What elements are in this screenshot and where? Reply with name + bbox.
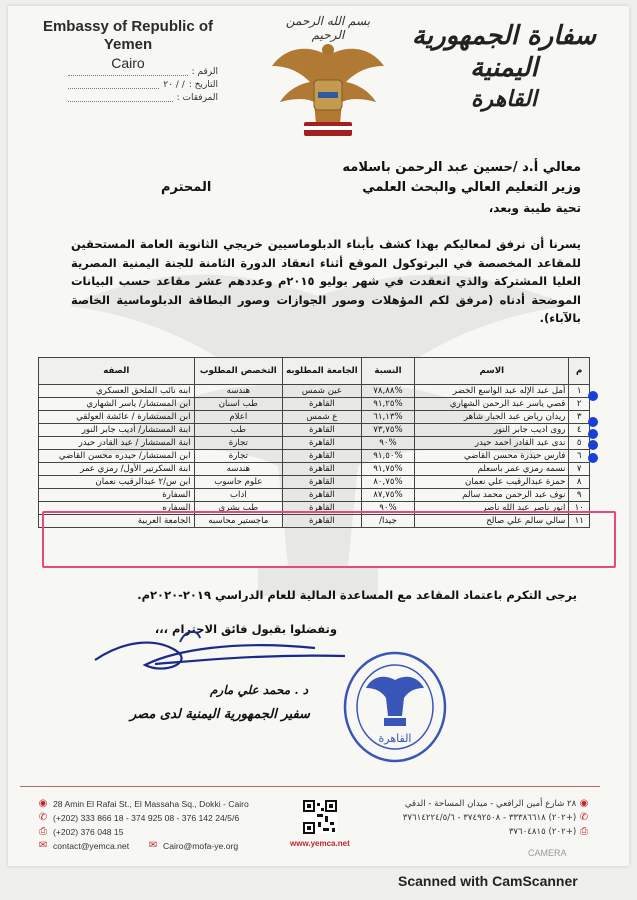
cell-name: فارس حيدرة محسن القاضي xyxy=(415,450,569,463)
cell-percentage: %٦١,١٣ xyxy=(361,411,414,424)
cell-no: ٤ xyxy=(569,424,590,437)
cell-specialization: تجارة xyxy=(194,450,283,463)
cell-specialization: علوم حاسوب xyxy=(194,476,283,489)
annotation-dot xyxy=(588,453,598,463)
cell-specialization: اعلام xyxy=(194,411,283,424)
fax-icon: ⎙ xyxy=(39,826,47,837)
cell-percentage: %٩١,٥٠ xyxy=(361,450,414,463)
minister-line xyxy=(161,180,581,195)
phone-icon: ✆ xyxy=(579,812,589,823)
cell-specialization: تجارة xyxy=(194,437,283,450)
embassy-stamp-icon xyxy=(340,650,450,765)
cell-specialization: طب xyxy=(194,424,283,437)
cell-university: ع شمس xyxy=(283,411,362,424)
cell-description: ابنة المستشار/ أديب جابر النور xyxy=(39,424,195,437)
cell-no: ٥ xyxy=(569,437,590,450)
embassy-city-ar: القاهرة xyxy=(471,86,537,112)
closing-request: يرجى التكرم باعتماد المقاعد مع المساعدة المالية للعام الدراسي ٢٠١٩-٢٠٢٠م. xyxy=(137,588,577,602)
qr-code-icon xyxy=(303,800,337,834)
fax-icon: ⎙ xyxy=(580,826,588,837)
website-link[interactable]: www.yemca.net xyxy=(290,839,350,848)
email-icon: ✉ xyxy=(38,840,48,851)
honorific: المحترم xyxy=(161,180,212,195)
cell-description: ابنة السكرتير الأول/ رمزي عمر xyxy=(39,463,195,476)
date-value: / / ٢٠ xyxy=(163,80,185,90)
phones-en: (+202) 333 866 18 - 374 925 08 - 376 142 24/5/6 xyxy=(53,813,240,823)
attachments-label: المرفقات : xyxy=(176,93,218,103)
table-row xyxy=(39,450,590,463)
cell-specialization: اداب xyxy=(194,489,283,502)
cell-description: ابن المستشارة / عائشة العولقي xyxy=(39,411,195,424)
email-1[interactable]: contact@yemca.net xyxy=(53,841,130,851)
phones-ar: (+٢٠٢) ٣٣٣٨٦٦١٨ - ٣٧٤٩٢٥٠٨ - ٣٧٦١٤٢٢٤/٥/٦ xyxy=(402,813,577,823)
cell-university: عين شمس xyxy=(283,385,362,398)
reference-fields xyxy=(68,66,218,105)
fax-ar: (+٢٠٢) ٣٧٦٠٤٨١٥ xyxy=(508,827,577,837)
cell-no: ٧ xyxy=(569,463,590,476)
cell-name: ريدان رياض عبد الجبار شاهر xyxy=(415,411,569,424)
cell-percentage: %٩٠ xyxy=(361,437,414,450)
cell-percentage: %٩١,٢٥ xyxy=(361,398,414,411)
cell-university: القاهرة xyxy=(283,476,362,489)
fax-en: (+202) 376 048 15 xyxy=(53,827,124,837)
annotation-dot xyxy=(588,417,598,427)
header-university: الجامعة المطلوبه xyxy=(283,358,362,385)
cell-description: ابنه نائب الملحق العسكري xyxy=(39,385,195,398)
cell-specialization: هندسه xyxy=(194,463,283,476)
header-name: الاسم xyxy=(415,358,569,385)
cell-description: الجامعة العربية xyxy=(39,515,195,528)
cell-no: ٩ xyxy=(569,489,590,502)
header-no: م xyxy=(569,358,590,385)
cell-description: ابن المستشار/ ياسر الشهاري xyxy=(39,398,195,411)
embassy-title-en: Embassy of Republic of Yemen xyxy=(42,18,214,53)
address-ar: ٢٨ شارع أمين الرافعي - ميدان المساحة - الدقي xyxy=(404,799,577,809)
cell-description: السفارة xyxy=(39,489,195,502)
signer-name: د . محمد علي مارم xyxy=(210,683,309,697)
table-header-row xyxy=(39,358,590,385)
embassy-arabic-header xyxy=(399,20,609,114)
cell-university: القاهرة xyxy=(283,489,362,502)
cell-university: القاهرة xyxy=(283,463,362,476)
cell-no: ٨ xyxy=(569,476,590,489)
cell-name: حمزة عبدالرقيب علي نعمان xyxy=(415,476,569,489)
cell-no: ٢ xyxy=(569,398,590,411)
cell-percentage: %٧٣,٧٥ xyxy=(361,424,414,437)
email-icon: ✉ xyxy=(148,840,158,851)
footer-divider xyxy=(20,786,600,787)
cell-percentage: %٨٧,٧٥ xyxy=(361,489,414,502)
cell-no: ١ xyxy=(569,385,590,398)
embassy-title-ar: سفارة الجمهورية اليمنية xyxy=(411,21,597,83)
cell-description: ابن س/٢ عبدالرقيب نعمان xyxy=(39,476,195,489)
address-en: 28 Amin El Rafai St., El Massaha Sq., Dokki - Cairo xyxy=(53,799,249,809)
scanner-watermark: CAMERA xyxy=(528,848,567,858)
highlight-box xyxy=(42,511,616,568)
date-label: التاريخ : xyxy=(188,80,218,90)
table-row xyxy=(39,437,590,450)
closing-regards: وتفضلوا بقبول فائق الاحترام ،،، xyxy=(154,622,337,636)
annotation-dot xyxy=(588,440,598,450)
header-specialization: التخصص المطلوب xyxy=(194,358,283,385)
yemen-eagle-emblem xyxy=(268,36,388,146)
cell-description: السفاره xyxy=(39,502,195,515)
cell-no: ١٠ xyxy=(569,502,590,515)
table-row xyxy=(39,463,590,476)
greeting: تحية طيبة وبعد، xyxy=(488,201,581,215)
letter-body: يسرنا أن نرفق لمعاليكم بهذا كشف بأبناء الدبلوماسيين خريجي الثانوية العامة المستحقين للمقاعد المخصصة في البرتوكول الموقع أثناء انعقاد الدورة الثامنة للجنة اليمنية المصرية العليا المشتركة والذي انعقدت في شهر يوليو ٢٠١٥م وعددهم عشر مقاعد حسب البيانات الموضحة أدناه (مرفق لكم المؤهلات وصور الجوازات وصور البطاقة الدبلوماسية الخاصة بالآباء). xyxy=(71,237,581,325)
table-row xyxy=(39,476,590,489)
students-table xyxy=(38,357,590,528)
cell-percentage: %٧٨,٨٨ xyxy=(361,385,414,398)
cell-name: قصي ياسر عبد الرحمن الشهاري xyxy=(415,398,569,411)
cell-description: ابنة المستشار / عبد القادر حيدر xyxy=(39,437,195,450)
ref-number-label: الرقم : xyxy=(191,67,218,77)
cell-university: القاهرة xyxy=(283,515,362,528)
cell-university: القاهرة xyxy=(283,502,362,515)
cell-percentage: %٩١,٧٥ xyxy=(361,463,414,476)
signer-title: سفير الجمهورية اليمنية لدى مصر xyxy=(130,707,310,722)
signature-icon xyxy=(85,620,355,690)
embassy-city-en: Cairo xyxy=(111,55,145,71)
header-description: الصفه xyxy=(39,358,195,385)
table-row xyxy=(39,411,590,424)
stamp-text: القاهرة xyxy=(378,732,412,745)
cell-name: أمل عبد الإله عبد الواسع الخضر xyxy=(415,385,569,398)
annotation-dot xyxy=(588,391,598,401)
embassy-english-header xyxy=(38,18,218,72)
location-icon: ◉ xyxy=(579,798,589,809)
cell-description: ابن المستشار/ حيدره محسن القاضي xyxy=(39,450,195,463)
cell-university: القاهرة xyxy=(283,437,362,450)
cell-specialization: ماجستير محاسبه xyxy=(194,515,283,528)
cell-name: انور ناصر عبد الله ناصر xyxy=(415,502,569,515)
cell-percentage: %٨٠,٧٥ xyxy=(361,476,414,489)
cell-no: ٦ xyxy=(569,450,590,463)
email-2[interactable]: Cairo@mofa-ye.org xyxy=(163,841,239,851)
cell-specialization: هندسه xyxy=(194,385,283,398)
cell-percentage: %٩٠ xyxy=(361,502,414,515)
addressee: معالي أ.د /حسين عبد الرحمن باسلامه xyxy=(342,160,581,175)
basmala: بسم الله الرحمن الرحيم xyxy=(285,14,371,42)
cell-percentage: جيدا/ xyxy=(361,515,414,528)
table-row xyxy=(39,424,590,437)
table-row xyxy=(39,385,590,398)
phone-icon: ✆ xyxy=(38,812,48,823)
footer-contact-ar xyxy=(403,797,589,839)
cell-no: ٣ xyxy=(569,411,590,424)
footer-contact-en xyxy=(38,797,249,853)
cell-university: القاهرة xyxy=(283,424,362,437)
scanner-label: Scanned with CamScanner xyxy=(398,873,578,889)
table-row xyxy=(39,489,590,502)
header-percentage: النسبة xyxy=(361,358,414,385)
cell-specialization: طب اسنان xyxy=(194,398,283,411)
cell-name: نوف عبد الرحمن محمد سالم xyxy=(415,489,569,502)
cell-university: القاهرة xyxy=(283,398,362,411)
cell-specialization: طب بشري xyxy=(194,502,283,515)
cell-name: ندى عبد القادر احمد حيدر xyxy=(415,437,569,450)
annotation-dot xyxy=(588,429,598,439)
minister-title: وزير التعليم العالي والبحث العلمي xyxy=(362,180,581,195)
location-icon: ◉ xyxy=(38,798,48,809)
cell-name: سالي سالم علي صالح xyxy=(415,515,569,528)
table-row xyxy=(39,398,590,411)
cell-no: ١١ xyxy=(569,515,590,528)
cell-name: روى اديب جابر النور xyxy=(415,424,569,437)
cell-university: القاهرة xyxy=(283,450,362,463)
cell-name: نسمه رمزي عمر باسعلم xyxy=(415,463,569,476)
